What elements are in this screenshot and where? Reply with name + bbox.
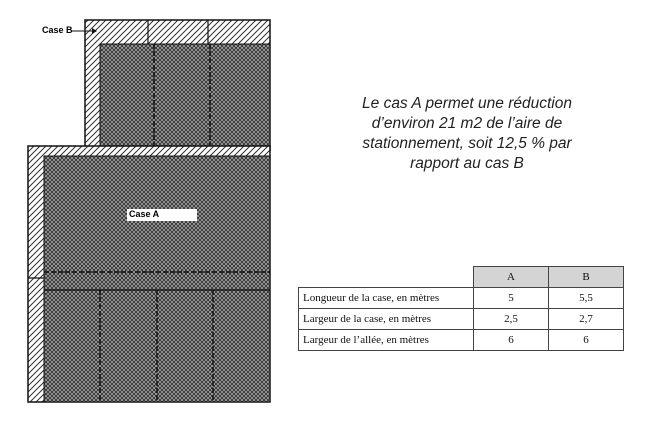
row-label-length: Longueur de la case, en mètres xyxy=(299,288,474,309)
cell-aisle-a: 6 xyxy=(474,330,549,351)
cell-aisle-b: 6 xyxy=(549,330,624,351)
cell-width-b: 2,7 xyxy=(549,309,624,330)
parking-diagram xyxy=(0,0,290,410)
cell-width-a: 2,5 xyxy=(474,309,549,330)
table-header-row xyxy=(299,267,624,288)
column-header-b: B xyxy=(549,267,624,288)
case-b-spaces xyxy=(100,44,270,150)
dimensions-table xyxy=(298,266,624,351)
table-row xyxy=(299,309,624,330)
row-label-aisle: Largeur de l’allée, en mètres xyxy=(299,330,474,351)
case-a-spaces xyxy=(44,156,270,402)
case-a-label: Case A xyxy=(127,209,197,221)
reduction-caption: Le cas A permet une réduction d’environ 21 m2 de l’aire de stationnement, soit 12,5 % par rapport au cas B xyxy=(362,95,572,172)
case-b-label: Case B xyxy=(42,25,73,35)
cell-length-b: 5,5 xyxy=(549,288,624,309)
row-label-width: Largeur de la case, en mètres xyxy=(299,309,474,330)
table-row xyxy=(299,288,624,309)
table-row xyxy=(299,330,624,351)
cell-length-a: 5 xyxy=(474,288,549,309)
table-corner-cell xyxy=(299,267,474,288)
column-header-a: A xyxy=(474,267,549,288)
